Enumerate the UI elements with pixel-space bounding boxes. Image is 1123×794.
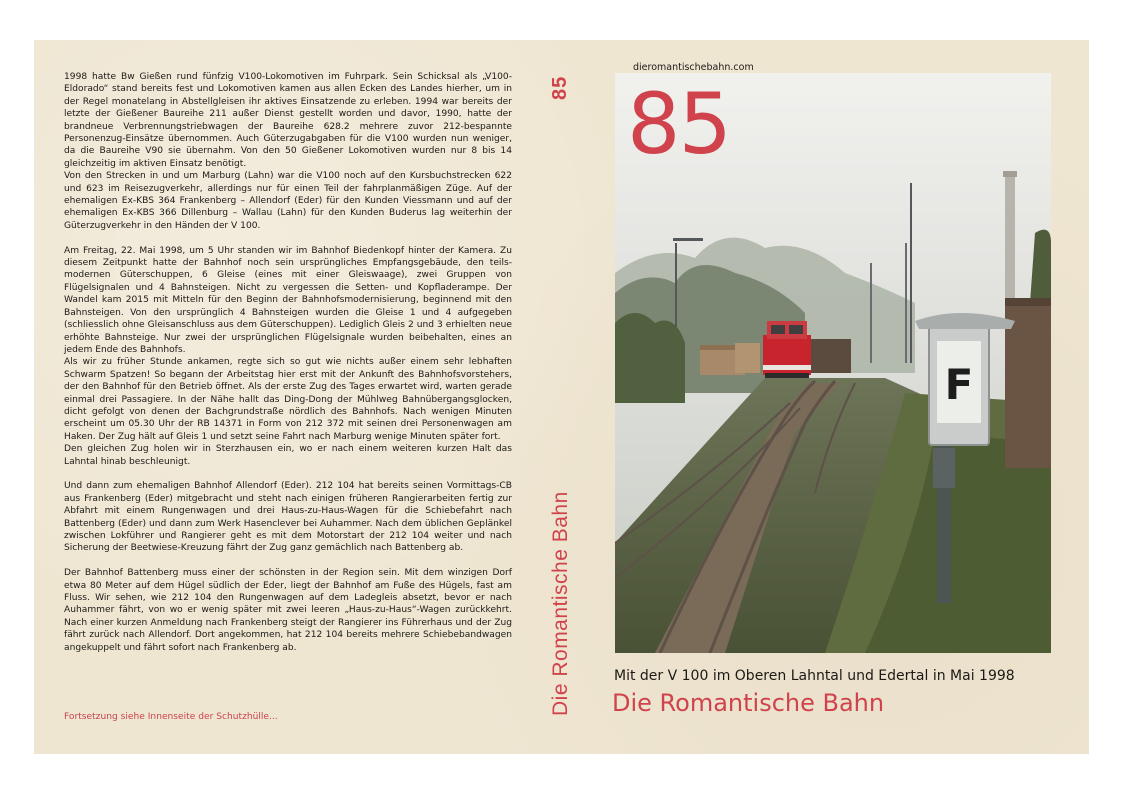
back-paragraph-2: Von den Strecken in und um Marburg (Lahn) war die V100 noch auf den Kursbuchstrecken 622 und 623 im Reisezugverkehr, allerdings nur für einen Teil der fahrplanmäßigen Züge. Auf der ehemaligen Ex-KBS 364 Frankenberg – Allendorf (Eder) für den Kunden Viessmann und auf der ehemaligen Ex-KBS 366 Dillenburg – Wallau (Lahn) für den Kunden Buderus lag weiterhin der Güterzugverkehr in den Händen der V 100. [64, 171, 512, 231]
paragraph-gap [64, 232, 512, 244]
paragraph-gap [64, 468, 512, 480]
back-paragraph-6: Und dann zum ehemaligen Bahnhof Allendorf (Eder). 212 104 hat bereits seinen Vormittags-CB aus Frankenberg (Eder) mitgebracht und steht nach einigen früheren Rangierarbeiten fertig zur Abfahrt mit einem Rungenwagen und drei Haus-zu-Haus-Wagen für die Schiebefahrt nach Battenberg (Eder) und dann zum Werk Hasenclever bei Auhammer. Nach dem üblichen Geplänkel zwischen Lokführer und Rangierer geht es mit dem Motorstart der 212 104 weiter und nach Sicherung der Beetwiese-Kreuzung fährt der Zug ganz gemächlich nach Battenberg ab. [64, 481, 512, 554]
back-cover-text [64, 71, 512, 654]
back-paragraph-3: Am Freitag, 22. Mai 1998, um 5 Uhr standen wir im Bahnhof Biedenkopf hinter der Kamera. Zu diesem Zeitpunkt hatte der Bahnhof noch sein ursprüngliches Empfangsgebäude, den teils-modernen Güterschuppen, 6 Gleise (eines mit einer Gleiswaage), zwei Gruppen von Flügelsignalen und 4 Bahnsteigen. Nicht zu vergessen die Setten- und Kopfladerampe. Der Wandel kam 2015 mit Mitteln für den Beginn der Bahnhofsmodernisierung, beginnend mit den Bahnsteigen. Von den ursprünglich 4 Bahnsteigen wurden die Gleise 1 und 4 aufgegeben (schliesslich ohne Gleisanschluss aus dem Güterschuppen). Lediglich Gleis 2 und 3 erhielten neue erhöhte Bahnsteige. Nur zwei der ursprünglichen Flügelsignale wurden beibehalten, eines an jedem Ende des Bahnhofs. [64, 245, 512, 355]
back-paragraph-1: 1998 hatte Bw Gießen rund fünfzig V100-Lokomotiven im Fuhrpark. Sein Schicksal als „V100-Eldorado“ stand bereits fest und Lokomotiven kamen aus allen Ecken des Landes hierher, um in der Regel monatelang in Abstellgleisen ihr aktives Einsatzende zu erleben. 1994 war bereits der letzte der Gießener Baureihe 211 außer Dienst gestellt worden und davor, 1990, hatte der brandneue Verbrennungstriebwagen der Baureihe 628.2 mehrere zuvor 212-bespannte Personenzug-Einsätze übernommen. Auch Güterzugabgaben für die V100 wurden nun weniger, da die Baureihe V90 sie übernahm. Von den 50 Gießener Lokomotiven wurden nur 8 bis 14 gleichzeitig im aktiven Einsatz benötigt. [64, 72, 512, 169]
back-paragraph-4: Als wir zu früher Stunde ankamen, regte sich so gut wie nichts außer einem sehr lebhaften Schwarm Spatzen! So begann der Arbeitstag hier erst mit der Ankunft des Bahnhofsvorstehers, der den Bahnhof für den Betrieb öffnet. Als der erste Zug des Tages erwartet wird, warten gerade einmal drei Passagiere. In der Nähe hallt das Ding-Dong der Mühlweg Bahnübergangsglocken, dicht gefolgt von denen der Bachgrundstraße nördlich des Bahnhofs. Nach wenigen Minuten erscheint um 05.30 Uhr der RB 14371 in Form von 212 372 mit seinen drei Personenwagen am Haken. Der Zug hält auf Gleis 1 und setzt seine Fahrt nach Marburg wenige Minuten später fort. [64, 357, 512, 442]
back-paragraph-5: Den gleichen Zug holen wir in Sterzhausen ein, wo er nach einem weiteren kurzen Halt das Lahntal hinab beschleunigt. [64, 444, 512, 467]
spine-number: 85 [549, 75, 571, 100]
continuation-note: Fortsetzung siehe Innenseite der Schutzhülle... [64, 712, 278, 722]
issue-number: 85 [627, 75, 730, 173]
signal-sign-letter: F [944, 360, 974, 409]
front-subtitle: Mit der V 100 im Oberen Lahntal und Edertal in Mai 1998 [614, 668, 1015, 684]
front-title: Die Romantische Bahn [612, 689, 885, 717]
back-paragraph-7: Der Bahnhof Battenberg muss einer der schönsten in der Region sein. Mit dem winzigen Dorf etwa 80 Meter auf dem Hügel südlich der Eder, liegt der Bahnhof am Fuße des Hügels, fast am Fluss. Wir sehen, wie 212 104 den Rungenwagen auf dem Ladegleis absetzt, bevor er nach Auhammer fährt, von wo er wenig später mit zwei leeren „Haus-zu-Haus“-Wagen zurückkehrt. Nach einer kurzen Anmeldung nach Frankenberg steigt der Rangierer ins Führerhaus und der Zug fährt zurück nach Allendorf. Dort angekommen, hat 212 104 bereits mehrere Schiebebandwagen angekuppelt und fährt sofort nach Frankenberg ab. [64, 568, 512, 653]
website-url: dieromantischebahn.com [633, 62, 754, 73]
paragraph-gap [64, 555, 512, 567]
spine-title: Die Romantische Bahn [549, 491, 572, 716]
